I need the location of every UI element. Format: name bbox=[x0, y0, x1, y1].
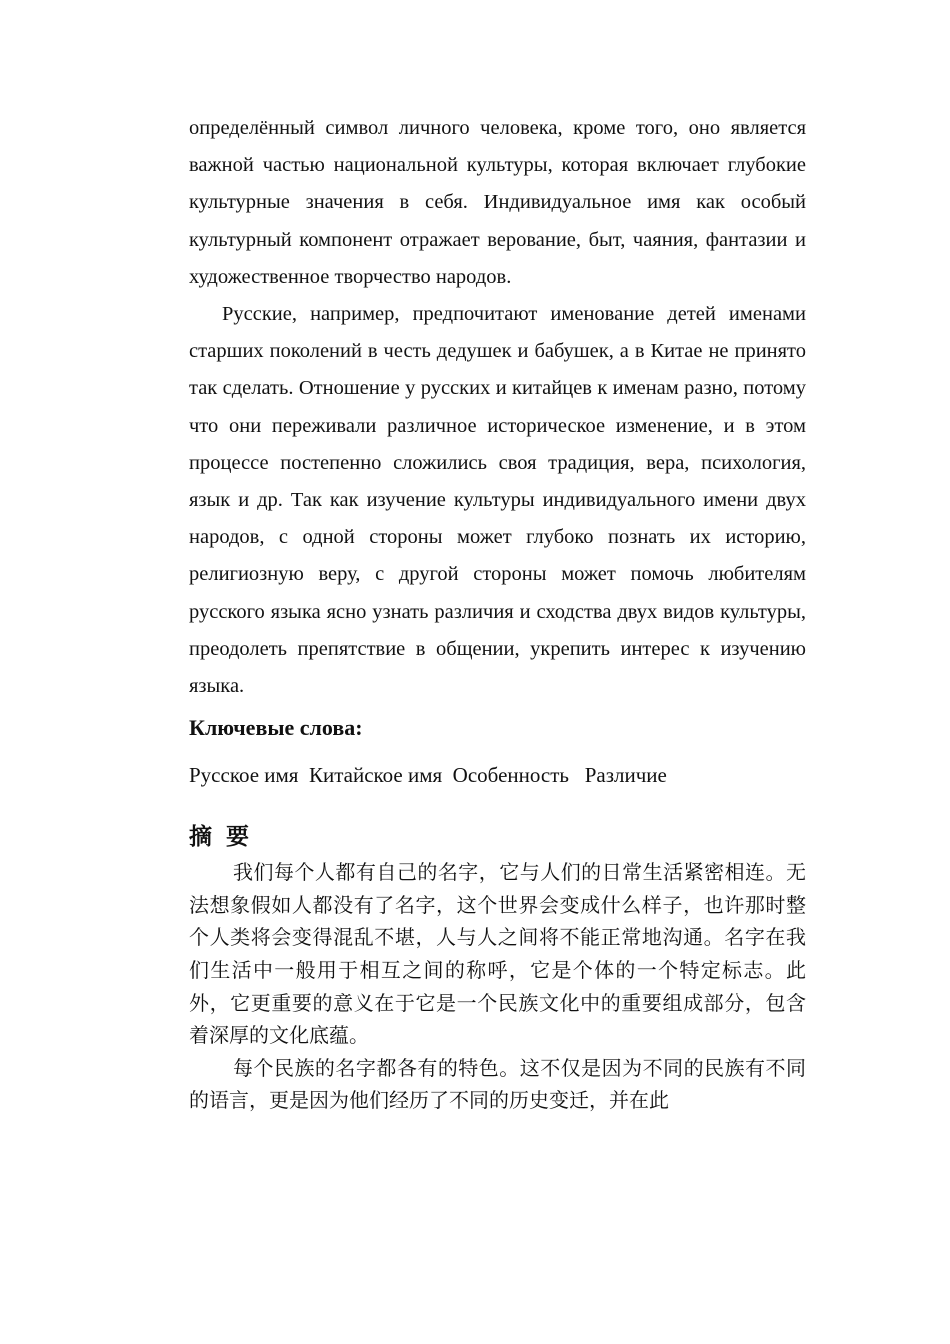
keywords-list: Русское имя Китайское имя Особенность Различие bbox=[189, 763, 667, 788]
keywords-heading: Ключевые слова: bbox=[189, 715, 363, 741]
chinese-paragraph-2: 每个民族的名字都各有的特色。这不仅是因为不同的民族有不同的语言，更是因为他们经历了不同的历史变迁，并在此 bbox=[189, 1055, 806, 1113]
document-page bbox=[189, 110, 806, 1117]
russian-paragraph-1: определённый символ личного человека, кроме того, оно является важной частью национальной культуры, которая включает глубокие культурные значения в себя. Индивидуальное имя как особый культурный компонент отражает верование, быт, чаяния, фантазии и художественное творчество народов. bbox=[189, 117, 806, 288]
chinese-abstract-heading: 摘 要 bbox=[189, 824, 253, 851]
chinese-paragraph-1: 我们每个人都有自己的名字，它与人们的日常生活紧密相连。无法想象假如人都没有了名字，这个世界会变成什么样子，也许那时整个人类将会变得混乱不堪，人与人之间将不能正常地沟通。名字在我们生活中一般用于相互之间的称呼，它是个体的一个特定标志。此外，它更重要的意义在于它是一个民族文化中的重要组成部分，包含着深厚的文化底蕴。 bbox=[189, 860, 806, 1048]
russian-paragraph-2: Русские, например, предпочитают именование детей именами старших поколений в честь дедушек и бабушек, а в Китае не принято так сделать. Отношение у русских и китайцев к именам разно, потому что они переживали различное историческое изменение, и в этом процессе постепенно сложились своя традиция, вера, психология, язык и др. Так как изучение культуры индивидуального имени двух народов, с одной стороны может глубоко познать их историю, религиозную веру, с другой стороны может помочь любителям русского языка ясно узнать различия и сходства двух видов культуры, преодолеть препятствие в общении, укрепить интерес к изучению языка. bbox=[189, 303, 806, 698]
